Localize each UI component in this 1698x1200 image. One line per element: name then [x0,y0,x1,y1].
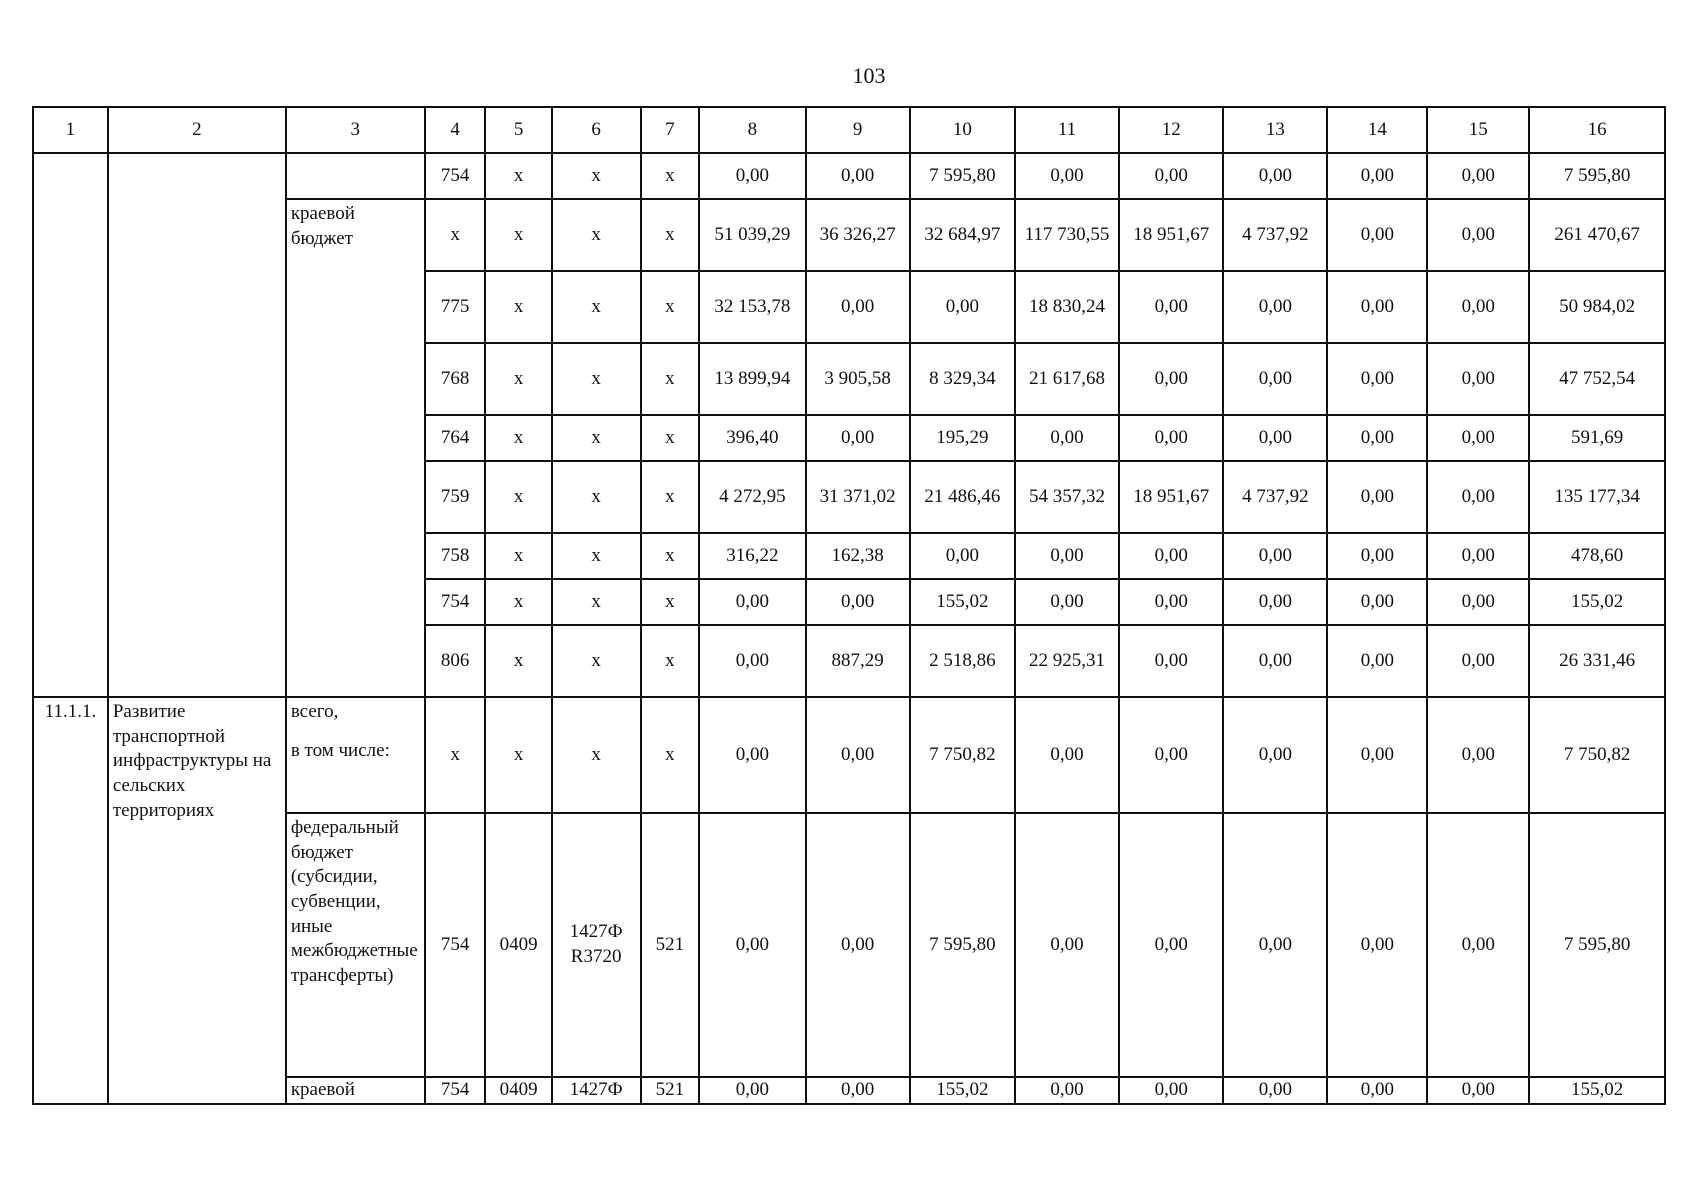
table-cell: 51 039,29 [699,199,805,271]
table-cell: 0,00 [1427,343,1529,415]
table-cell: 0,00 [806,1077,910,1104]
table-cell: 47 752,54 [1529,343,1665,415]
table-cell: 0,00 [1015,1077,1119,1104]
table-cell: 0,00 [1427,579,1529,625]
table-cell: 0,00 [1119,1077,1223,1104]
table-cell: 0,00 [806,153,910,199]
table-cell: 1427Ф R3720 [552,813,641,1077]
page-number: 103 [852,63,886,88]
table-cell: х [641,625,700,697]
table-cell: 162,38 [806,533,910,579]
table-cell: х [641,343,700,415]
header-cell: 4 [425,107,486,153]
table-cell: х [641,461,700,533]
table-cell: 316,22 [699,533,805,579]
table-cell: 887,29 [806,625,910,697]
table-cell: х [425,697,486,813]
table-cell: 0,00 [1427,1077,1529,1104]
header-row [33,107,1665,153]
table-cell: х [641,415,700,461]
table-cell: 754 [425,1077,486,1104]
item-name-cell: Развитие транспортной инфраструктуры на сельских территориях [108,697,286,1104]
table-cell: 13 899,94 [699,343,805,415]
table-cell: х [641,697,700,813]
table-cell: 754 [425,813,486,1077]
table-cell: х [641,579,700,625]
table-cell: 54 357,32 [1015,461,1119,533]
table-cell: 0,00 [1327,415,1427,461]
table-cell: 4 737,92 [1223,199,1327,271]
table-cell: х [552,343,641,415]
header-cell: 14 [1327,107,1427,153]
table-cell: х [425,199,486,271]
table-row [33,153,1665,199]
table-cell: х [641,271,700,343]
source-cell: краевой бюджет [286,199,425,697]
table-cell: 0,00 [1427,533,1529,579]
table-cell: 0,00 [1427,813,1529,1077]
table-cell: 521 [641,813,700,1077]
table-cell: 0,00 [1327,199,1427,271]
table-cell: 0,00 [699,153,805,199]
table-cell: х [485,199,551,271]
table-cell: 0,00 [1119,343,1223,415]
table-cell: 768 [425,343,486,415]
table-cell: 0,00 [1015,579,1119,625]
table-cell: 0,00 [699,813,805,1077]
table-cell: 591,69 [1529,415,1665,461]
header-cell: 3 [286,107,425,153]
table-cell: 0,00 [1327,813,1427,1077]
table-cell: 0,00 [1223,415,1327,461]
table-cell: 0,00 [1427,697,1529,813]
table-cell: 0,00 [806,271,910,343]
table-cell: 0,00 [1119,415,1223,461]
table-cell: 0,00 [1015,415,1119,461]
table-cell: 0,00 [1119,813,1223,1077]
table-cell: 806 [425,625,486,697]
spacer [291,725,420,739]
table-cell: 0,00 [806,415,910,461]
table-cell: 0,00 [1015,533,1119,579]
table-cell: 18 951,67 [1119,461,1223,533]
table-cell: 155,02 [910,1077,1015,1104]
table-cell: 0,00 [1327,271,1427,343]
source-cell: федеральный бюджет (субсидии, субвенции, иные межбюджетные трансферты) [286,813,425,1077]
table-cell: 0,00 [699,1077,805,1104]
table-cell: 26 331,46 [1529,625,1665,697]
table-cell: х [641,199,700,271]
table-cell: 0,00 [1427,199,1529,271]
table-cell: 18 830,24 [1015,271,1119,343]
table-cell: 0,00 [1223,625,1327,697]
table-cell: 0,00 [1327,1077,1427,1104]
table-cell: х [485,697,551,813]
table-cell: 32 153,78 [699,271,805,343]
table-cell: 0,00 [1119,533,1223,579]
header-cell: 10 [910,107,1015,153]
source-total-label: всего, [290,701,339,722]
header-cell: 5 [485,107,551,153]
table-cell: х [485,625,551,697]
table-cell: 155,02 [1529,579,1665,625]
table-cell: х [641,153,700,199]
table-cell: 0,00 [806,813,910,1077]
header-cell: 2 [108,107,286,153]
table-cell: х [552,579,641,625]
table-cell: 2 518,86 [910,625,1015,697]
table-cell: х [485,461,551,533]
table-cell: х [485,415,551,461]
table-cell: 754 [425,579,486,625]
table-cell: 8 329,34 [910,343,1015,415]
header-cell: 11 [1015,107,1119,153]
table-cell: 775 [425,271,486,343]
table-cell: 22 925,31 [1015,625,1119,697]
source-cell [286,697,425,813]
table-cell: 0,00 [1427,271,1529,343]
table-cell: 1427Ф [552,1077,641,1104]
table-cell: 0,00 [806,579,910,625]
table-cell: 0,00 [1015,813,1119,1077]
table-cell: 0,00 [1223,1077,1327,1104]
table-cell: 0,00 [1427,461,1529,533]
table-cell: 0,00 [910,271,1015,343]
item-number-cell: 11.1.1. [33,697,108,1104]
table-cell: 0,00 [1119,579,1223,625]
table-cell: х [552,533,641,579]
table-cell: 0,00 [1119,153,1223,199]
table-cell: 7 750,82 [1529,697,1665,813]
table-cell: 0,00 [1223,697,1327,813]
table-cell: 31 371,02 [806,461,910,533]
header-cell: 15 [1427,107,1529,153]
table-cell: 0,00 [1327,533,1427,579]
header-cell: 12 [1119,107,1223,153]
table-cell: 0,00 [1327,579,1427,625]
table-cell: 0,00 [1327,153,1427,199]
table-cell: х [552,415,641,461]
table-cell: 21 617,68 [1015,343,1119,415]
header-cell: 7 [641,107,700,153]
table-cell: 0,00 [1223,153,1327,199]
table-cell: 135 177,34 [1529,461,1665,533]
table-cell: 7 595,80 [1529,813,1665,1077]
table-cell: 0,00 [1119,697,1223,813]
table-cell: 36 326,27 [806,199,910,271]
table-cell: 754 [425,153,486,199]
table-cell: х [485,343,551,415]
table-cell: 7 750,82 [910,697,1015,813]
table-cell: 0,00 [1327,697,1427,813]
table-cell: х [552,199,641,271]
table-cell: 0,00 [1119,625,1223,697]
empty-cell [108,153,286,697]
table-cell: 4 737,92 [1223,461,1327,533]
table-cell: 3 905,58 [806,343,910,415]
budget-table [32,106,1666,1105]
header-cell: 6 [552,107,641,153]
table-cell: 0409 [485,1077,551,1104]
table-cell: 0409 [485,813,551,1077]
table-cell: 764 [425,415,486,461]
table-cell: 0,00 [699,579,805,625]
table-cell: 0,00 [1119,271,1223,343]
table-cell: 0,00 [806,697,910,813]
table-cell: 0,00 [1015,697,1119,813]
table-cell: 32 684,97 [910,199,1015,271]
table-cell: 4 272,95 [699,461,805,533]
table-cell: 18 951,67 [1119,199,1223,271]
source-cell [286,153,425,199]
table-cell: х [552,625,641,697]
table-cell: 0,00 [1327,343,1427,415]
table-cell: 0,00 [1223,579,1327,625]
table-cell: х [485,271,551,343]
table-cell: 155,02 [1529,1077,1665,1104]
table-cell: 0,00 [1223,271,1327,343]
table-cell: 0,00 [910,533,1015,579]
table-cell: х [552,271,641,343]
table-cell: х [552,697,641,813]
table-cell: 7 595,80 [1529,153,1665,199]
table-cell: 0,00 [1223,343,1327,415]
header-cell: 1 [33,107,108,153]
table-cell: х [552,461,641,533]
table-cell: 50 984,02 [1529,271,1665,343]
header-cell: 8 [699,107,805,153]
table-cell: 7 595,80 [910,153,1015,199]
table-cell: 0,00 [699,625,805,697]
table-cell: 21 486,46 [910,461,1015,533]
table-cell: 396,40 [699,415,805,461]
table-cell: 759 [425,461,486,533]
table-cell: х [552,153,641,199]
header-cell: 9 [806,107,910,153]
table-cell: 478,60 [1529,533,1665,579]
table-cell: х [485,579,551,625]
table-cell: х [485,533,551,579]
table-cell: 261 470,67 [1529,199,1665,271]
header-cell: 16 [1529,107,1665,153]
table-cell: 0,00 [1015,153,1119,199]
table-cell: 0,00 [1223,533,1327,579]
table-cell: 195,29 [910,415,1015,461]
table-cell: 0,00 [1427,415,1529,461]
table-cell: х [485,153,551,199]
header-cell: 13 [1223,107,1327,153]
empty-cell [33,153,108,697]
table-cell: 0,00 [1327,461,1427,533]
table-cell: 521 [641,1077,700,1104]
table-cell: 758 [425,533,486,579]
table-cell: 155,02 [910,579,1015,625]
source-cell: краевой [286,1077,425,1104]
table-cell: 0,00 [699,697,805,813]
table-cell: х [641,533,700,579]
source-including-label: в том числе: [290,739,390,761]
table-row [33,697,1665,813]
table-cell: 0,00 [1223,813,1327,1077]
table-cell: 0,00 [1427,153,1529,199]
table-cell: 0,00 [1327,625,1427,697]
table-cell: 0,00 [1427,625,1529,697]
table-cell: 117 730,55 [1015,199,1119,271]
table-cell: 7 595,80 [910,813,1015,1077]
